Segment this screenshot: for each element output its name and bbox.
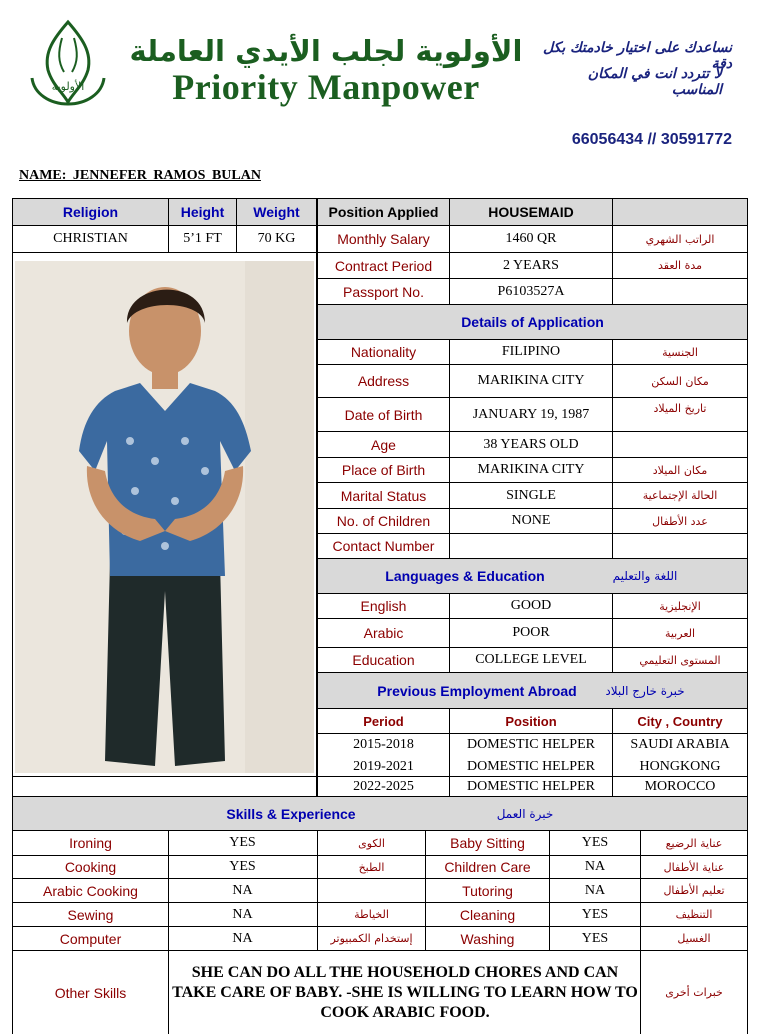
skill-label: Cleaning bbox=[459, 906, 516, 923]
employment-title: Previous Employment Abroad bbox=[377, 682, 577, 699]
place-of-birth-value: MARIKINA CITY bbox=[477, 462, 585, 477]
employment-position-header: Position bbox=[505, 713, 557, 729]
other-skills-label: Other Skills bbox=[54, 984, 127, 1001]
tagline-line-2: لا تتردد انت في المكان المناسب bbox=[587, 66, 722, 98]
skill-label: Ironing bbox=[69, 835, 112, 851]
dob-label: Date of Birth bbox=[344, 406, 423, 423]
weight-value: 70 KG bbox=[257, 231, 296, 246]
employment-row-country: SAUDI ARABIA bbox=[630, 737, 730, 752]
phone-numbers: 66056434 // 30591772 bbox=[571, 131, 732, 148]
passport-value: P6103527A bbox=[497, 283, 565, 299]
employment-row-period: 2019-2021 bbox=[353, 758, 414, 774]
religion-header: Religion bbox=[62, 203, 119, 220]
english-value: GOOD bbox=[510, 598, 552, 613]
employment-row-country: HONGKONG bbox=[639, 758, 721, 774]
nationality-value: FILIPINO bbox=[501, 344, 561, 359]
skill-arabic: الطبخ bbox=[358, 860, 385, 874]
skill-value: YES bbox=[581, 906, 609, 922]
employment-row-position: DOMESTIC HELPER bbox=[467, 758, 595, 774]
contact-number-value bbox=[450, 534, 612, 558]
languages-title: Languages & Education bbox=[385, 568, 545, 584]
skills-title: Skills & Experience bbox=[226, 805, 356, 822]
other-skills-arabic: خبرات أخرى bbox=[665, 986, 723, 999]
company-name-arabic: الأولوية لجلب الأيدي العاملة bbox=[129, 34, 523, 68]
skill-label: Baby Sitting bbox=[450, 835, 525, 851]
employment-row-country: MOROCCO bbox=[644, 778, 716, 794]
candidate-name: NAME: JENNEFER RAMOS BULAN bbox=[19, 168, 261, 183]
arabic-value: POOR bbox=[512, 625, 550, 640]
height-value: 5’1 FT bbox=[183, 231, 222, 246]
children-value: NONE bbox=[511, 513, 551, 528]
children-label: No. of Children bbox=[336, 513, 431, 529]
skill-arabic: إستخدام الكمبيوتر bbox=[330, 932, 413, 945]
employment-period-header: Period bbox=[363, 713, 404, 729]
nationality-arabic: الجنسية bbox=[662, 345, 698, 359]
tagline-line-1: نساعدك على اختيار خادمتك بكل دقة bbox=[543, 40, 732, 72]
monthly-salary-arabic: الراتب الشهري bbox=[645, 232, 715, 246]
employment-row-period: 2022-2025 bbox=[353, 778, 414, 794]
skill-arabic: عناية الرضيع bbox=[665, 836, 723, 850]
skill-label: Washing bbox=[460, 930, 515, 947]
employment-row-position: DOMESTIC HELPER bbox=[467, 778, 595, 794]
address-label: Address bbox=[357, 373, 410, 389]
dob-arabic: تاريخ الميلاد bbox=[653, 401, 707, 415]
english-arabic: الإنجليزية bbox=[659, 599, 701, 613]
skill-arabic: التنظيف bbox=[675, 908, 713, 921]
other-skills-value: SHE CAN DO ALL THE HOUSEHOLD CHORES AND CAN TAKE CARE OF BABY. -SHE IS WILLING TO LEARN HOW TO COOK ARABIC FOOD. bbox=[172, 963, 638, 1021]
languages-title-arabic: اللغة والتعليم bbox=[612, 569, 678, 583]
dob-value: JANUARY 19, 1987 bbox=[472, 406, 590, 422]
arabic-arabic: العربية bbox=[664, 626, 696, 640]
education-label: Education bbox=[352, 652, 415, 668]
arabic-label: Arabic bbox=[363, 625, 404, 641]
height-header: Height bbox=[180, 203, 225, 220]
skill-value: NA bbox=[584, 859, 606, 874]
company-logo bbox=[24, 18, 112, 106]
address-arabic: مكان السكن bbox=[651, 374, 709, 388]
skill-arabic: تعليم الأطفال bbox=[663, 884, 725, 897]
position-applied-value: HOUSEMAID bbox=[488, 203, 574, 220]
svg-text:الأولوية: الأولوية bbox=[51, 80, 85, 93]
employment-row-period: 2015-2018 bbox=[353, 737, 414, 752]
contract-period-arabic: مدة العقد bbox=[658, 259, 702, 272]
employment-country-header: City , Country bbox=[637, 713, 723, 729]
age-label: Age bbox=[371, 436, 396, 453]
contract-period-label: Contract Period bbox=[334, 257, 433, 274]
skill-label: Arabic Cooking bbox=[43, 882, 138, 899]
education-arabic: المستوى التعليمي bbox=[639, 653, 721, 667]
contact-number-label: Contact Number bbox=[332, 538, 435, 554]
english-label: English bbox=[360, 598, 407, 614]
skill-label: Tutoring bbox=[462, 882, 513, 899]
marital-status-arabic: الحالة الإجتماعية bbox=[642, 489, 718, 502]
religion-value: CHRISTIAN bbox=[53, 231, 128, 246]
marital-status-value: SINGLE bbox=[506, 487, 556, 503]
skill-value: YES bbox=[581, 835, 609, 850]
position-applied-label: Position Applied bbox=[328, 203, 439, 220]
skill-value: YES bbox=[229, 835, 256, 850]
skill-value: NA bbox=[232, 930, 253, 946]
skill-value: YES bbox=[581, 930, 609, 946]
skill-label: Cooking bbox=[64, 859, 117, 875]
skill-arabic: الغسيل bbox=[677, 932, 711, 945]
marital-status-label: Marital Status bbox=[340, 487, 427, 504]
place-of-birth-label: Place of Birth bbox=[341, 462, 426, 478]
contract-period-value: 2 YEARS bbox=[503, 257, 559, 273]
education-value: COLLEGE LEVEL bbox=[475, 652, 587, 667]
employment-row-position: DOMESTIC HELPER bbox=[467, 737, 595, 752]
skill-arabic: الكوى bbox=[358, 836, 385, 850]
skill-label: Sewing bbox=[67, 906, 114, 923]
candidate-photo bbox=[15, 261, 314, 773]
skill-label: Computer bbox=[59, 930, 122, 947]
skill-arabic: الخياطة bbox=[354, 908, 389, 921]
skill-value: NA bbox=[232, 906, 253, 922]
skill-value: NA bbox=[584, 882, 606, 898]
monthly-salary-value: 1460 QR bbox=[505, 231, 557, 246]
monthly-salary-label: Monthly Salary bbox=[337, 231, 430, 247]
skill-arabic: عناية الأطفال bbox=[663, 860, 725, 874]
passport-label: Passport No. bbox=[343, 283, 424, 300]
employment-title-arabic: خبرة خارج البلاد bbox=[605, 683, 685, 698]
age-value: 38 YEARS OLD bbox=[483, 436, 579, 452]
skills-title-arabic: خبرة العمل bbox=[496, 806, 554, 821]
weight-header: Weight bbox=[253, 203, 300, 220]
place-of-birth-arabic: مكان الميلاد bbox=[652, 463, 708, 477]
children-arabic: عدد الأطفال bbox=[652, 514, 708, 528]
skill-value: YES bbox=[229, 859, 256, 874]
skill-value: NA bbox=[232, 882, 253, 898]
address-value: MARIKINA CITY bbox=[477, 373, 585, 388]
details-title: Details of Application bbox=[461, 313, 604, 330]
company-name-english: Priority Manpower bbox=[172, 67, 480, 107]
skill-label: Children Care bbox=[444, 859, 531, 875]
nationality-label: Nationality bbox=[350, 344, 417, 360]
